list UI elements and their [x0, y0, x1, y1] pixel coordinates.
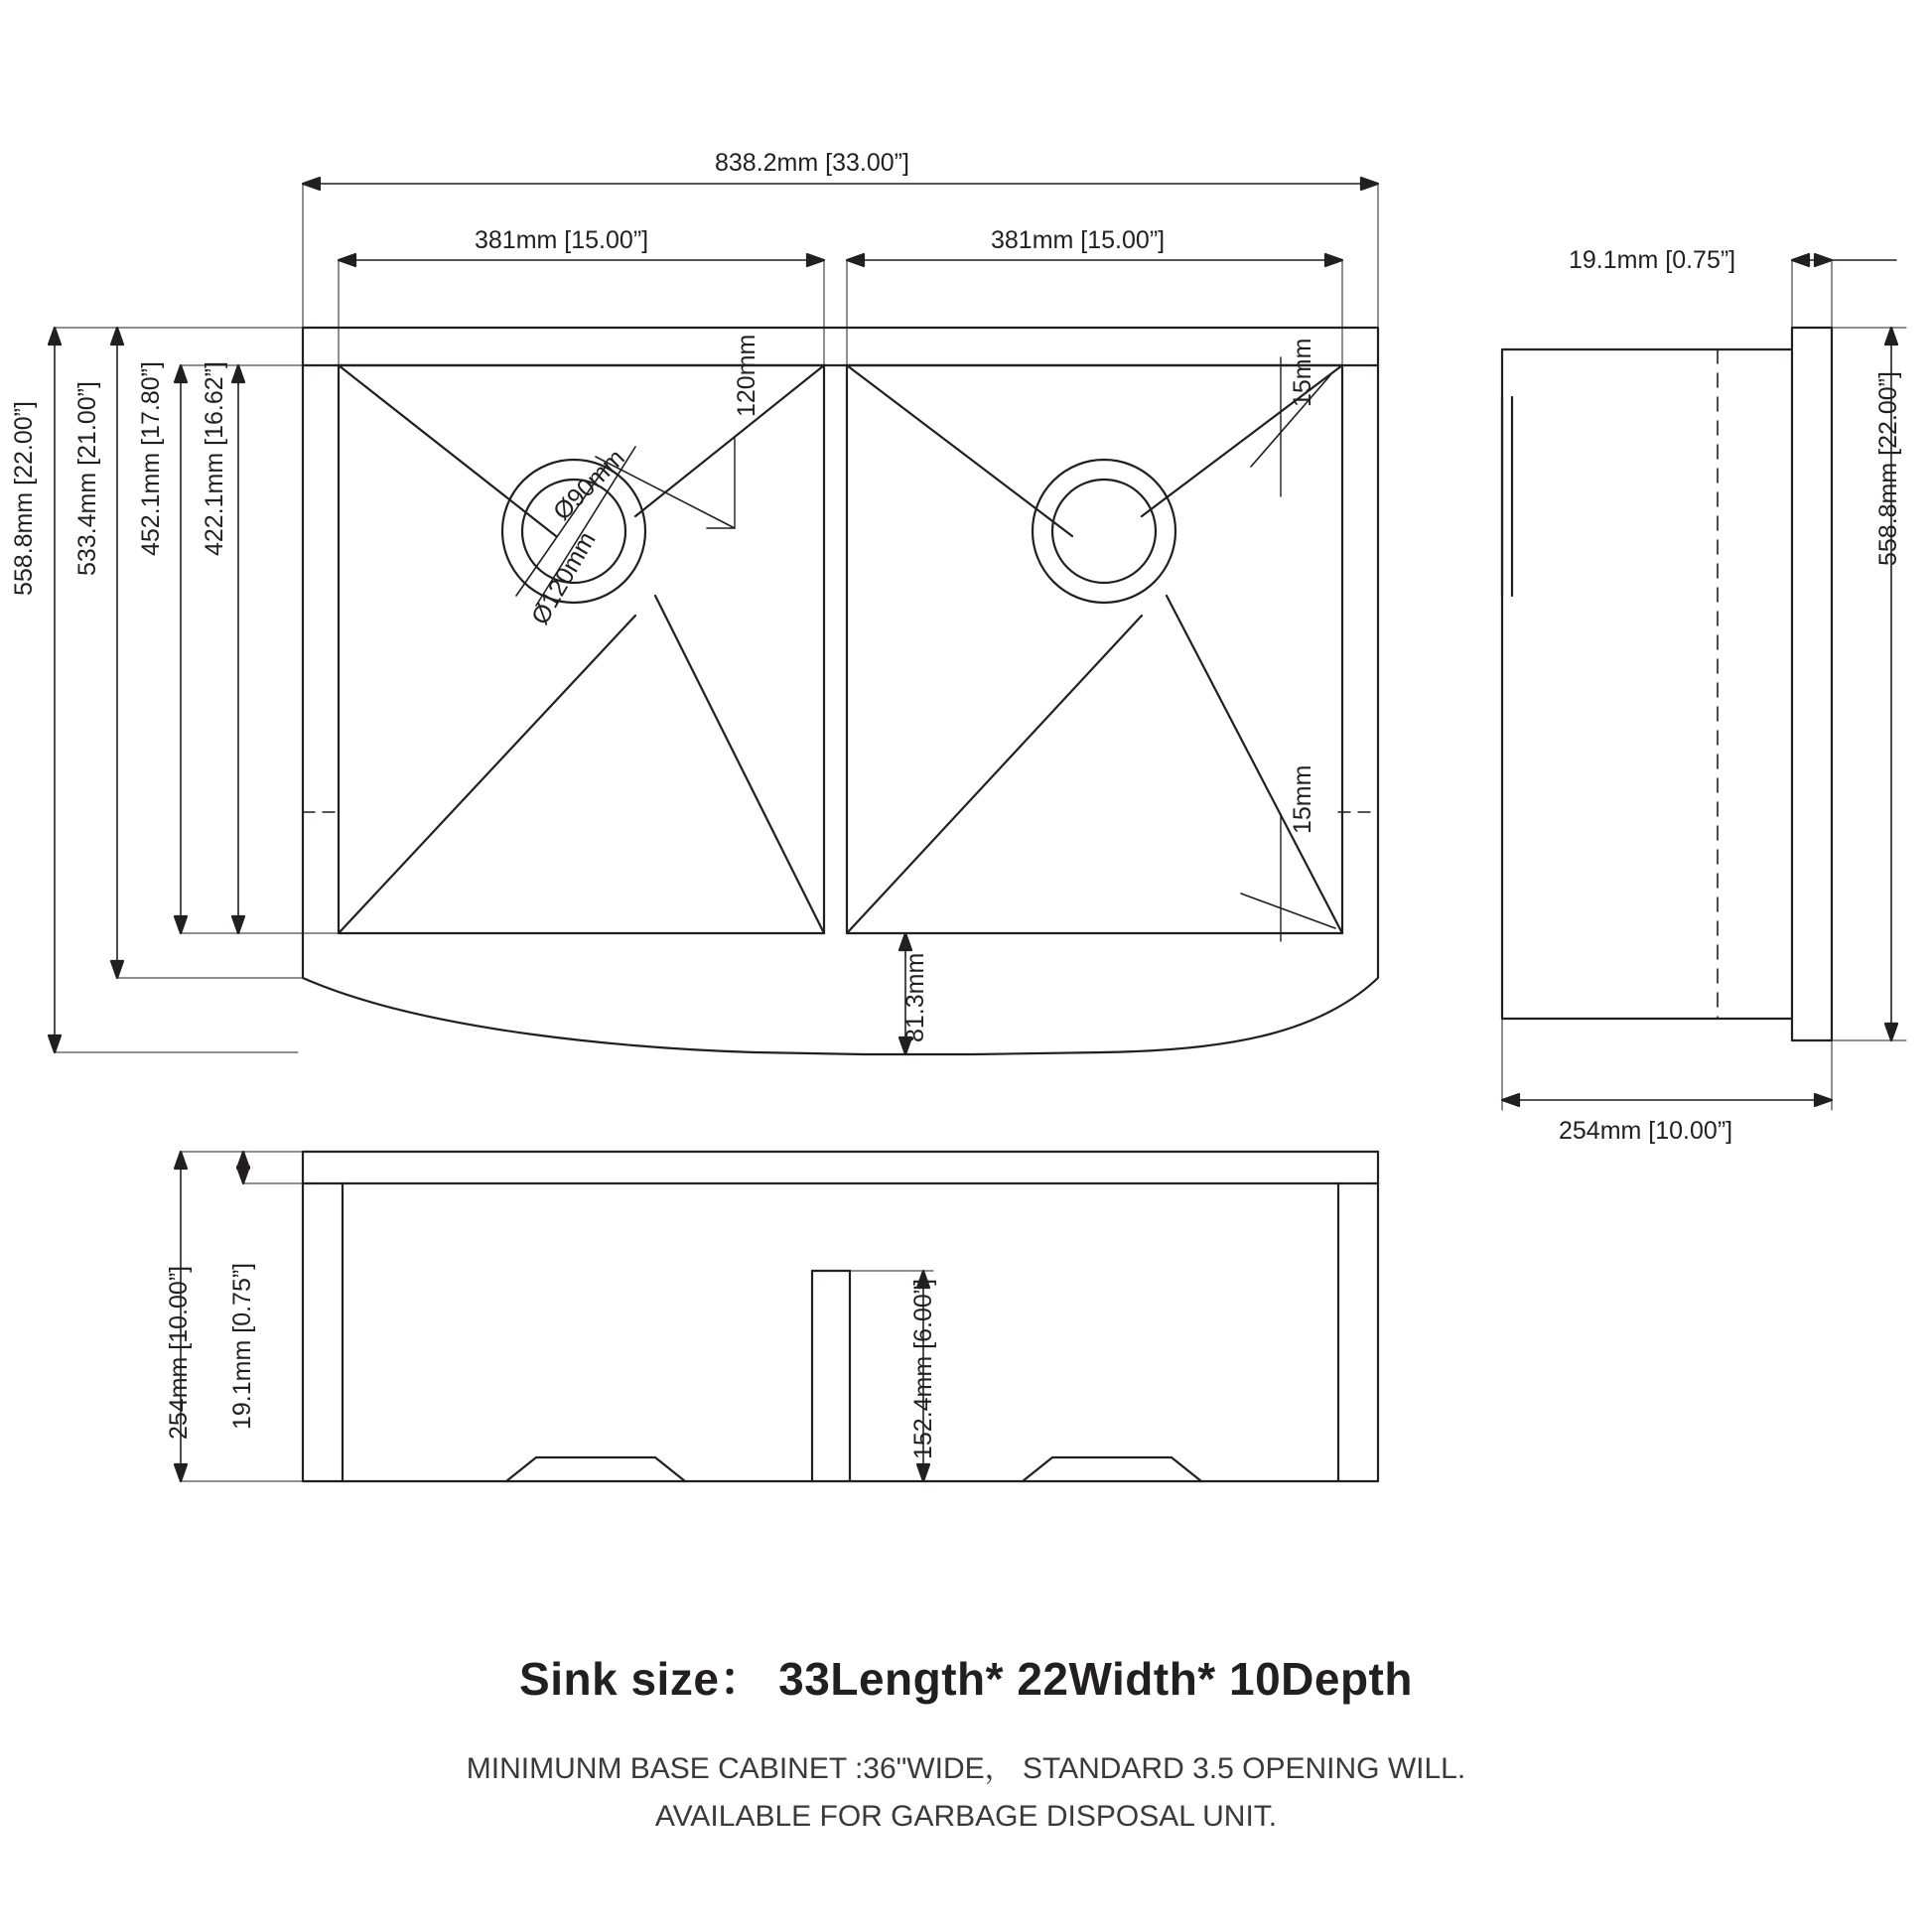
- dim-label-radius-120: 120mm: [733, 334, 760, 417]
- caption-line-2: AVAILABLE FOR GARBAGE DISPOSAL UNIT.: [654, 1800, 1278, 1833]
- arrow: [49, 328, 61, 345]
- arrow: [1325, 254, 1342, 266]
- arrow: [232, 365, 244, 382]
- front-view-left-drain-well: [506, 1457, 685, 1481]
- side-view-outline: [1502, 328, 1832, 1040]
- dim-label-overall-width: 838.2mm [33.00”]: [715, 149, 909, 177]
- left-bowl-slope-3: [339, 616, 635, 933]
- dim-label-radius-15-bottom: 15mm: [1289, 764, 1316, 834]
- arrow: [111, 328, 123, 345]
- arrow: [1792, 254, 1809, 266]
- dim-label-right-bowl-width: 381mm [15.00”]: [991, 226, 1166, 254]
- right-drain-inner: [1052, 480, 1156, 583]
- dim-label-422: 422.1mm [16.62”]: [201, 361, 228, 556]
- arrow: [237, 1167, 249, 1183]
- arrow: [175, 1152, 187, 1169]
- right-bowl-slope-1: [847, 365, 1072, 536]
- arrow: [175, 365, 187, 382]
- dim-label-drain-120: Ø120mm: [526, 526, 602, 629]
- arrow: [111, 961, 123, 978]
- front-view-right-drain-well: [1023, 1457, 1201, 1481]
- arrow: [1502, 1094, 1519, 1106]
- dim-label-533: 533.4mm [21.00”]: [73, 381, 101, 576]
- arrow: [1361, 178, 1378, 190]
- arrow: [232, 916, 244, 933]
- arrow: [339, 254, 355, 266]
- dim-label-side-height: 558.8mm [22.00”]: [1874, 371, 1902, 566]
- dim-label-apron-depth: 81.3mm: [901, 952, 929, 1042]
- dim-label-drain-90: Ø90mm: [548, 444, 630, 526]
- dim-label-radius-15-top: 15mm: [1289, 338, 1316, 407]
- dim-label-divider-height: 152.4mm [6.00”]: [909, 1278, 937, 1459]
- right-bowl-rect: [847, 365, 1342, 933]
- left-bowl-slope-1: [339, 365, 556, 536]
- arrow: [1815, 254, 1832, 266]
- arrow: [49, 1035, 61, 1052]
- dim-label-side-depth: 254mm [10.00”]: [1559, 1117, 1733, 1145]
- arrow: [917, 1464, 929, 1481]
- dim-label-452: 452.1mm [17.80”]: [137, 361, 165, 556]
- arrow: [1885, 1024, 1897, 1040]
- arrow: [175, 916, 187, 933]
- radius-leader-15-bottom: [1241, 894, 1335, 928]
- arrow: [847, 254, 864, 266]
- dim-label-side-flange: 19.1mm [0.75”]: [1569, 246, 1736, 274]
- dim-label-left-bowl-width: 381mm [15.00”]: [475, 226, 649, 254]
- caption-title: Sink size： 33Length* 22Width* 10Depth: [519, 1653, 1413, 1705]
- arrow: [807, 254, 824, 266]
- dim-label-front-flange: 19.1mm [0.75”]: [228, 1262, 256, 1430]
- left-bowl-slope-4: [655, 596, 824, 933]
- left-bowl-slope-2: [635, 365, 824, 516]
- arrow: [175, 1464, 187, 1481]
- arrow: [899, 933, 911, 950]
- right-bowl-slope-3: [847, 616, 1142, 933]
- arrow: [1885, 328, 1897, 345]
- dim-label-overall-height: 558.8mm [22.00”]: [10, 401, 38, 596]
- arrow: [1815, 1094, 1832, 1106]
- dim-label-front-depth: 254mm [10.00”]: [165, 1265, 193, 1440]
- front-view-outline: [303, 1152, 1378, 1481]
- right-drain-outer: [1033, 460, 1175, 603]
- arrow: [303, 178, 320, 190]
- caption-line-1: MINIMUNM BASE CABINET :36"WIDE， STANDARD 3.5 OPENING WILL.: [466, 1752, 1466, 1785]
- left-bowl-rect: [339, 365, 824, 933]
